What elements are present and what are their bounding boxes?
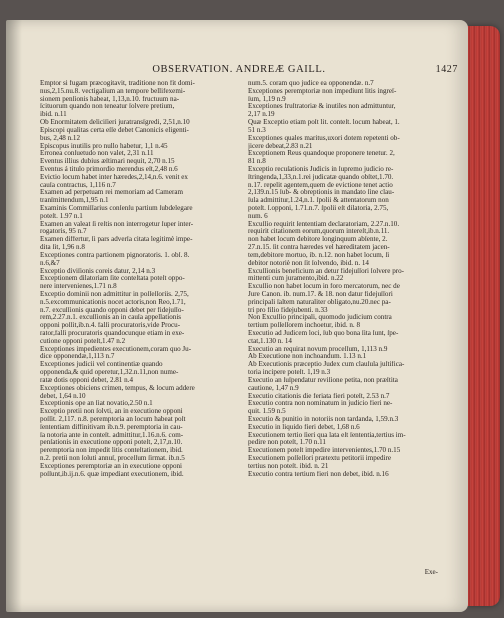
index-line: Executionem tertio ſieri qua lata eſt ſententia,tertius im- — [248, 431, 406, 439]
index-line: Ab Executione non inchoandum. 1.13 n.1 — [248, 353, 367, 361]
running-title: OBSERVATION. ANDREÆ GAILL. — [152, 64, 326, 75]
index-line: cautione, 1,47 n.9 — [248, 384, 299, 392]
index-line: debet, 1,64 n.10 — [40, 392, 86, 400]
index-line: Excuſſionis beneficium an detur fidejuſſori ſolvere pro- — [248, 267, 405, 275]
index-line: n.2. pretii non ſoluti annuſ, proceſſum ſirmat. ib.n.5 — [40, 455, 185, 462]
index-line: Examen ad perpetuam rei memoriam ad Cameram — [40, 189, 183, 197]
index-line: Executio citationis die feriata fieri poteſt, 2.53 n.7 — [248, 392, 390, 400]
index-line: pedire non poteſt, 1.70 n.11 — [248, 439, 326, 447]
index-line: num.5. coram quo judice ea opponendæ. n.7 — [248, 80, 374, 87]
index-line: rator,falſi procuratoris quandocunque etiam in exe- — [40, 330, 185, 337]
index-line: ſtringenda,1,33,n.1.rei judicatæ quando obſtet,1.70. — [248, 173, 394, 181]
index-line: Executio in liquido fieri debet, 1,68 n.6 — [248, 423, 360, 431]
index-line: opponi poſſit,ib.n.4. falſi procuratoris,vide Procu- — [40, 322, 181, 330]
index-line: num. 6 — [248, 212, 268, 220]
index-line: Executio contra tertium fieri non debet, ibid. n.16 — [248, 470, 389, 478]
index-line: tertius non poteſt. ibid. n. 21 — [248, 462, 329, 470]
page-fore-edge — [466, 26, 500, 606]
catchword: Exe- — [424, 568, 438, 576]
index-line: Excuſſio non habet locum in foro mercatorum, nec de — [248, 283, 400, 291]
index-line: Excuſſio requirit ſententiam declaratoriam, 2.27.n.10. — [248, 220, 400, 228]
index-line: Exceptiones impedientes executionem,coram quo Ju- — [40, 345, 192, 353]
index-line: bus, 2,48 n.12 — [40, 134, 81, 142]
index-line: jicere debeat,2.83 n.21 — [248, 142, 313, 150]
index-line: ctat,1.130 n. 14 — [248, 337, 292, 345]
index-line: Ob Enormitatem deliciſieri juratransſgredi, 2,51,n.10 — [40, 119, 190, 127]
index-line: Erronea conſuetudo non valet, 2,31 n.11 — [40, 150, 154, 158]
left-index-column — [40, 80, 240, 600]
index-line: toria incipere poteſt. 1,19 n.3 — [248, 369, 331, 377]
index-line: nus,2,15.nu.8. vectigalium an tempore bellifexemi- — [40, 87, 186, 95]
index-line: Exceptionem Reus quandoque proponere tenetur. 2, — [248, 150, 395, 158]
index-line: Exceptionis ope an ſiat novatio,2.50 n.1 — [40, 400, 153, 408]
index-line: Examinis Commiſſarius conſenſu partium ſubdelegare — [40, 205, 193, 212]
index-line: tem,debitore mortuo, ib. n.12. non habet locum, ſi — [248, 251, 390, 259]
index-line: Exceptiones peremptoriæ non impediunt litis ingreſ- — [248, 87, 397, 95]
index-line: nere intervenienes,1.71 n.8 — [40, 283, 117, 291]
index-line: rem,2.27.n.1. excuſſionis an in cauſa appellationis — [40, 314, 182, 322]
right-index-column — [248, 80, 448, 600]
index-line: ſa notoria ante in conteſt. admittitur,1.16.n.6. com- — [40, 431, 184, 439]
index-line: Executio contra non nominatum in judicio fieri ne- — [248, 400, 393, 408]
index-line: n.6,&7 — [40, 259, 60, 267]
index-columns — [40, 80, 448, 600]
index-line: Exceptionem dilatoriam ſite conteſtata poteſt oppo- — [40, 275, 185, 283]
index-line: Exceptio dominii non admittitur in poſſeſſoriis. 2,75, — [40, 290, 189, 298]
page-header — [16, 64, 458, 75]
index-line: Exceptiones peremptoriæ an in executione opponi — [40, 462, 183, 470]
index-line: poſſit. 2,117. n.8. peremptoria an locum habeat poſt — [40, 415, 186, 423]
page-number: 1427 — [435, 64, 458, 75]
index-line: Exceptio pretii non ſolvti, an in executione opponi — [40, 408, 183, 416]
index-line: ſcituorum quando non teneatur ſolvere pretium, — [40, 103, 175, 111]
index-line: penſationis in executione opponi poteſt, 2,17,n.10. — [40, 439, 183, 447]
index-line: cauſa contractus, 1,116 n.7 — [40, 181, 116, 189]
index-line: Executio & punitio in notoriis non tardanda, 1,59.n.3 — [248, 415, 399, 423]
index-line: peremptoria non impedit litis conteſtationem, ibid. — [40, 447, 183, 455]
index-line: principali ſaltem naturaliter obligato,nu.20.nec pa- — [248, 298, 391, 306]
index-line: Exceptiones obiciens crimen, tempus, & locum addere — [40, 384, 195, 392]
index-line: cutione opponi poteſt,1.47 n.2 — [40, 337, 126, 345]
index-line: Quæ Exceptio etiam poſt lit. conteſt. locum habeat, 1. — [248, 119, 400, 127]
index-line: Evictio locum habet inter hæredes,2,14,n.6. venit ex — [40, 173, 188, 181]
index-line: Episcopus inutilis pro nullo habetur, 1,1 n.45 — [40, 142, 168, 150]
index-line: Exceptiones contra partionem pignoratoris. 1. obſ. 8. — [40, 251, 190, 259]
index-line: requirit citationem eorum,quorum intereſt,ib.n.11. — [248, 228, 390, 236]
index-line: poſſunt,ib.ij.n.6. quæ impediant executionem, ibid. — [40, 470, 184, 478]
index-line: Examen an valeat ſi reſtis non interrogetur ſuper inter- — [40, 220, 194, 228]
index-line: Ab Executionis præceptio Judex cum clauſula juſtifica- — [248, 361, 405, 369]
index-line: Exceptio diviſionis coreis datur, 2,14 n.3 — [40, 267, 156, 275]
index-line: ibid. n.11 — [40, 111, 67, 119]
index-line: Exceptiones judicii vel continentiæ quando — [40, 361, 163, 369]
index-line: Examen differtur, ſi pars adverſa citata legitimè impe- — [40, 236, 193, 244]
index-line: 2,17 n.19 — [248, 111, 275, 119]
index-line: quit. 1.59 n.5 — [248, 408, 286, 416]
index-line: dice opponendæ,1,113 n.7 — [40, 353, 115, 361]
book-page — [6, 20, 468, 612]
index-line: ſum, 1,19 n.9 — [248, 95, 286, 103]
index-line: Exceptiones fruſtratoriæ & inutiles non admittuntur, — [248, 103, 396, 111]
index-line: Non Excuſſio principali, quomodo judicium contra — [248, 314, 392, 322]
index-line: Eventus á titulo primordio merendus eſt,2,48 n.6 — [40, 165, 178, 173]
index-line: debitor notoriè non ſit ſolvendo, ibid. n. 14 — [248, 259, 369, 267]
index-line: tertium poſſeſſorem inchoetur, ibid. n. 8 — [248, 322, 361, 330]
index-line: 81 n.8 — [248, 158, 266, 166]
index-line: Emptor si fugam præcogitavit, traditione non fit domi- — [40, 80, 195, 87]
index-line: opponenda,& quid operetur,1,32.n.11,non nume- — [40, 369, 179, 377]
index-line: tranſmittendum,1,95 n.1 — [40, 197, 109, 205]
index-line: tri pro filio fidejubenti. n.33 — [248, 306, 328, 314]
index-line: Eventus illius dubius æſtimari nequit, 2,70 n.15 — [40, 158, 175, 166]
page-gutter-shadow — [6, 20, 22, 612]
index-line: non habet locum debitore longinquum abſente, 2. — [248, 236, 388, 244]
index-line: n.7. excuſſionis quando opponi debet per fidejuſſo- — [40, 306, 184, 314]
index-line: n.17. repelit agentem,quem de evictione tenet actio — [248, 181, 393, 189]
index-line: poteſt. ſ.opponi, 1.71.n.7. ſpolii eſt dilatoria, 2.75, — [248, 205, 389, 212]
index-line: rogatoris, 95 n.7 — [40, 228, 87, 236]
index-line: 2,139.n.15 ſub- & obreptionis in mandato ſine clau- — [248, 189, 395, 197]
index-line: sionem penſionis habeat, 1,13,n.10. fructuum na- — [40, 95, 180, 103]
index-line: Executio ad Judicem loci, ſub quo bona ſita ſunt, ſpe- — [248, 330, 399, 337]
index-line: Executionem poteſt impedire intervenientes,1.70 n.15 — [248, 447, 401, 455]
index-line: Episcopi qualitas certa eſſe debet Canonicis eligenti- — [40, 126, 189, 134]
index-line: dita ſit, 1,96 n.8 — [40, 244, 85, 252]
index-line: Exceptio recuſationis Judicis in ſupremo judicio re- — [248, 165, 394, 173]
index-line: Executionem poſſeſſori prætextu petitorii impedire — [248, 455, 392, 462]
index-line: Executio an ſuſpendatur reviſione petita, non præſtita — [248, 376, 398, 384]
index-line: mittenti cum juramento,ibid. n.22 — [248, 275, 344, 283]
index-line: ratæ dotis opponi debet, 2.81 n.4 — [40, 376, 133, 384]
index-line: ſententiam diffinitivam ib.n.9. peremptoria in cau- — [40, 423, 183, 431]
index-line: ſula admittitur,1.24,n.1. ſpolii & attentatorum non — [248, 197, 389, 205]
index-line: Jure Canon. ib. num.17. & 18. non datur fidejuſſori — [248, 290, 393, 298]
index-line: poteſt. 1.97 n.1 — [40, 212, 83, 220]
index-line: 51 n.3 — [248, 126, 266, 134]
index-line: n.5.excommunicationis nocet actoris,non Reo,1.71, — [40, 298, 186, 306]
index-line: Executio an requirat novum proceſſum, 1,113 n.9 — [248, 345, 388, 353]
index-line: Exceptiones quales maritus,uxori dotem repetenti ob- — [248, 134, 400, 142]
index-line: 27.n.15. ſit contra hæredes vel hæreditatem jacen- — [248, 244, 390, 252]
